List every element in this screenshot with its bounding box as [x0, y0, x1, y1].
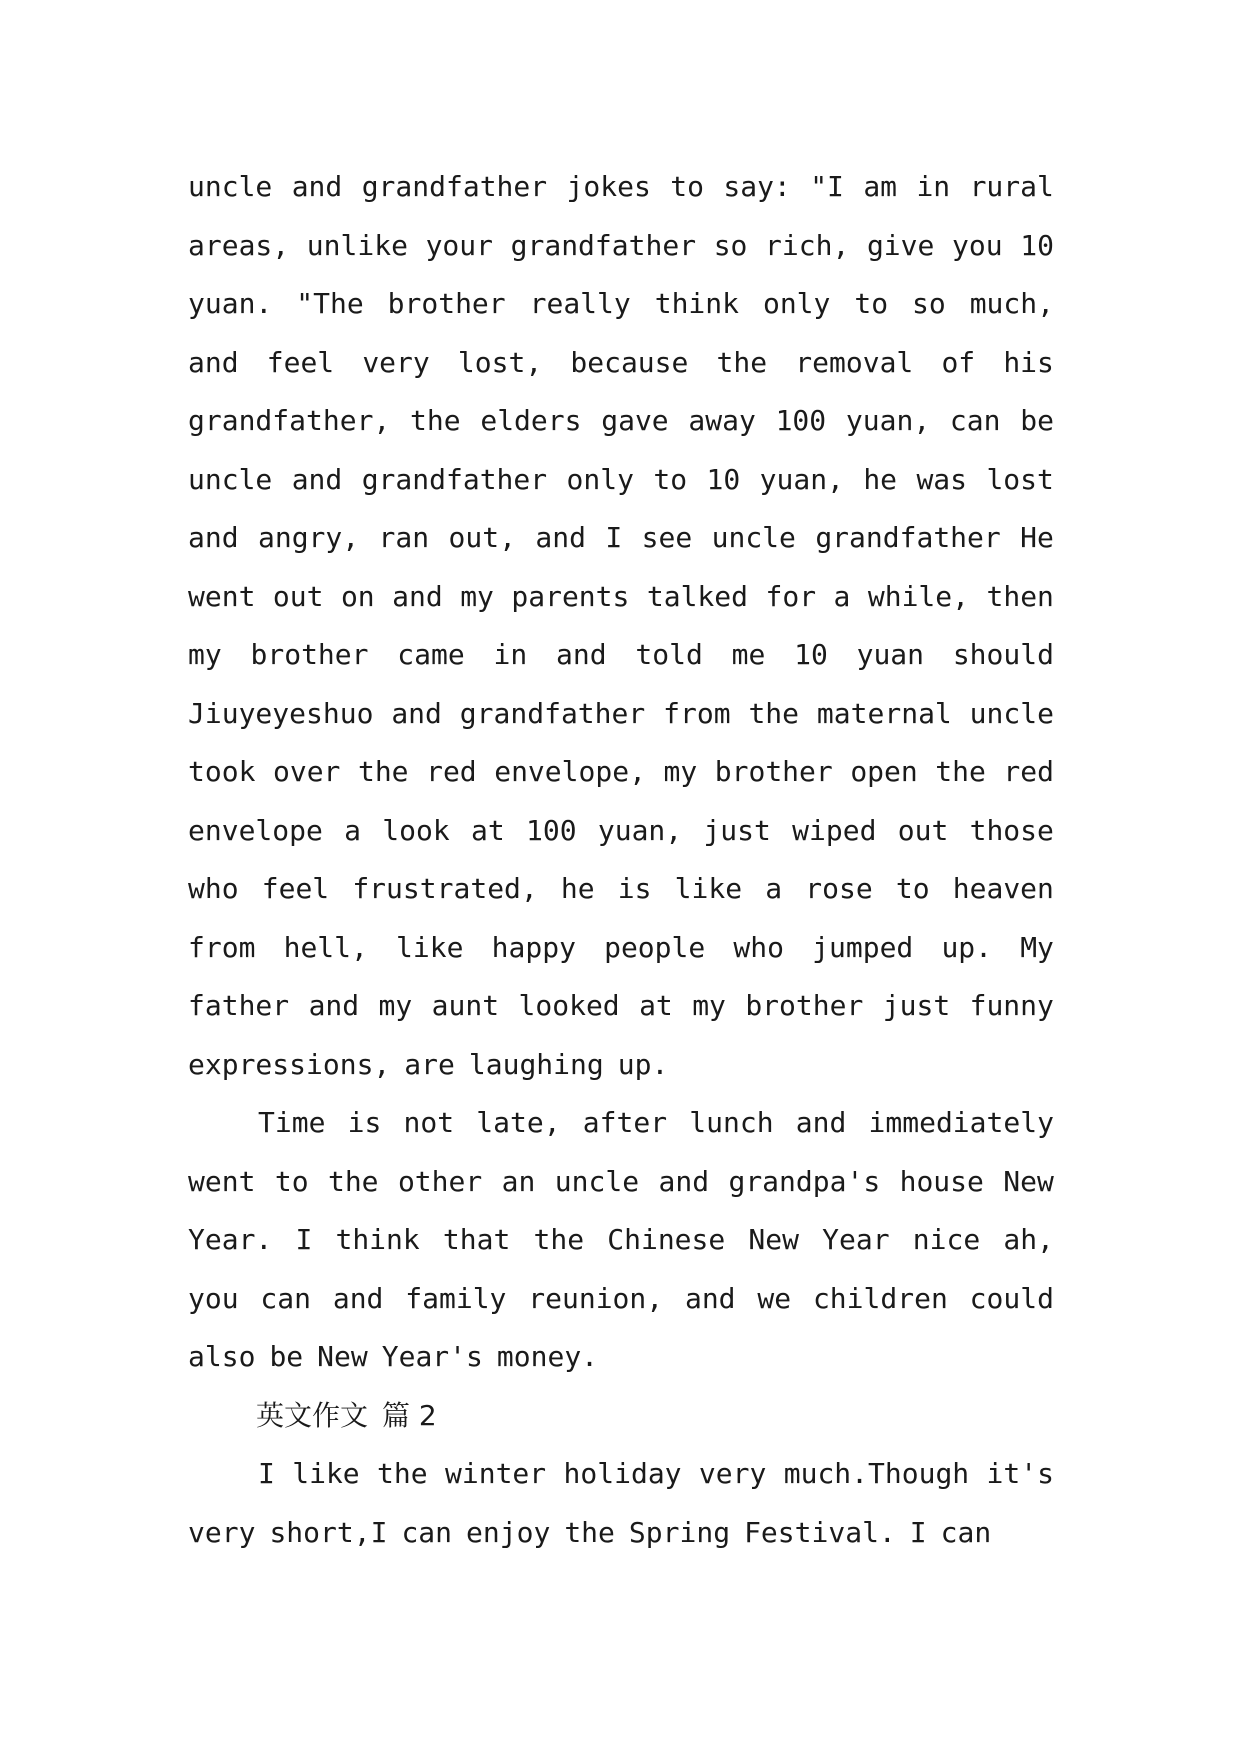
- word: people: [604, 930, 706, 964]
- text-line: [188, 802, 1054, 861]
- word: father: [188, 989, 290, 1022]
- word: my: [378, 989, 413, 1022]
- word: and: [658, 1164, 710, 1198]
- word: the: [564, 1515, 615, 1549]
- word: like: [396, 930, 464, 964]
- word: New: [748, 1223, 799, 1256]
- word: Festival.: [744, 1515, 896, 1549]
- word: we: [757, 1281, 792, 1315]
- word: really: [529, 287, 631, 320]
- word: happy: [491, 930, 576, 964]
- word: told: [635, 638, 703, 671]
- word: who: [188, 872, 239, 905]
- word: took: [188, 755, 256, 788]
- word: expressions,: [188, 1047, 391, 1081]
- text-line: [188, 977, 1054, 1036]
- text-line: [188, 1504, 1054, 1563]
- word: brother: [250, 638, 369, 671]
- word: brother: [714, 755, 833, 788]
- word: New: [1003, 1164, 1054, 1198]
- word: on: [340, 579, 375, 613]
- word: yuan,: [845, 404, 931, 437]
- word: the: [716, 345, 768, 379]
- word: grandfather,: [188, 404, 391, 437]
- word: and: [391, 696, 442, 730]
- word: and: [291, 462, 343, 496]
- word: I: [258, 1457, 275, 1490]
- word: uncle: [188, 462, 273, 496]
- word: from: [188, 930, 256, 964]
- word: Year's: [381, 1340, 483, 1373]
- text-line: [188, 1445, 1054, 1504]
- word: 100: [526, 813, 577, 847]
- word: rose: [805, 872, 873, 905]
- word: yuan,: [759, 462, 844, 496]
- word: lunch: [689, 1106, 774, 1139]
- text-line: [188, 626, 1054, 685]
- word: elders: [480, 404, 582, 437]
- word: money.: [496, 1340, 599, 1373]
- word: feel: [261, 872, 330, 905]
- word: to: [670, 170, 704, 203]
- word: came: [397, 638, 465, 671]
- word: winter: [445, 1457, 547, 1490]
- word: went: [188, 1164, 256, 1198]
- word: open: [850, 755, 918, 788]
- word: brother: [387, 287, 506, 320]
- word: grandfather: [361, 170, 548, 203]
- word: and: [308, 989, 360, 1022]
- word: other: [397, 1164, 483, 1198]
- word: lost: [986, 462, 1054, 496]
- word: he: [863, 462, 898, 496]
- word: and: [188, 345, 239, 379]
- word: after: [582, 1106, 668, 1139]
- word: my: [692, 989, 726, 1022]
- word: me: [731, 638, 766, 671]
- word: to: [895, 872, 930, 905]
- word: the: [410, 404, 461, 437]
- word: yuan: [856, 638, 925, 671]
- word: unlike: [306, 228, 408, 262]
- word: can: [260, 1281, 311, 1315]
- word: house: [899, 1164, 984, 1198]
- word: to: [854, 287, 889, 320]
- word: looked: [518, 989, 620, 1022]
- word: frustrated,: [352, 872, 538, 905]
- word: to: [653, 462, 688, 496]
- word: that: [442, 1223, 511, 1256]
- text-line: [188, 509, 1054, 568]
- word: while,: [867, 579, 970, 613]
- word: I: [605, 521, 623, 554]
- word: 10: [706, 462, 741, 496]
- word: children: [812, 1281, 948, 1315]
- word: He: [1020, 521, 1054, 554]
- word: be: [1020, 404, 1054, 437]
- word: holiday: [563, 1457, 682, 1490]
- word: rural: [969, 170, 1054, 203]
- word: parents: [511, 579, 630, 613]
- word: uncle: [711, 521, 796, 554]
- word: wiped: [792, 813, 877, 847]
- word: laughing: [468, 1047, 604, 1081]
- word: and: [556, 638, 607, 671]
- word: heaven: [952, 872, 1054, 905]
- section-heading: [188, 1387, 1054, 1446]
- text-line: [188, 158, 1054, 217]
- word: funny: [969, 989, 1054, 1022]
- word: angry,: [257, 521, 360, 554]
- word: he: [560, 872, 595, 905]
- word: the: [377, 1457, 428, 1490]
- word: like: [292, 1457, 360, 1490]
- word: removal: [795, 345, 914, 379]
- word: much,: [969, 287, 1054, 320]
- text-line: [188, 334, 1054, 393]
- word: red: [1003, 755, 1054, 788]
- word: the: [327, 1164, 379, 1198]
- word: uncle: [554, 1164, 640, 1198]
- word: only: [762, 287, 831, 320]
- text-line: [188, 1270, 1054, 1329]
- word: in: [493, 638, 528, 671]
- word: and: [795, 1106, 847, 1139]
- word: up.: [617, 1047, 669, 1081]
- word: went: [188, 579, 256, 613]
- word: reunion,: [528, 1281, 664, 1315]
- word: the: [357, 755, 409, 788]
- word: "The: [296, 287, 364, 320]
- word: give: [866, 228, 935, 262]
- word: Jiuyeyeshuo: [188, 696, 374, 730]
- text-line: [188, 1211, 1054, 1270]
- word: those: [969, 813, 1054, 847]
- word: aunt: [431, 989, 500, 1022]
- word: out: [897, 813, 949, 847]
- word: my: [663, 755, 698, 788]
- word: brother: [745, 989, 864, 1022]
- word: immediately: [868, 1106, 1054, 1139]
- word: who: [733, 930, 784, 964]
- word: much.Though: [783, 1457, 970, 1490]
- word: a: [344, 813, 361, 847]
- word: could: [969, 1281, 1054, 1315]
- text-line: [188, 1094, 1054, 1153]
- word: can: [949, 404, 1001, 437]
- word: envelope,: [494, 755, 646, 788]
- word: then: [986, 579, 1054, 613]
- word: and: [291, 170, 343, 203]
- word: grandpa's: [728, 1164, 881, 1198]
- word: family: [405, 1281, 507, 1315]
- word: feel: [266, 345, 335, 379]
- text-line: [188, 1328, 1054, 1387]
- word: is: [347, 1106, 382, 1139]
- word: am: [863, 170, 898, 203]
- word: uncle: [969, 696, 1054, 730]
- word: jokes: [566, 170, 651, 203]
- text-line: [188, 860, 1054, 919]
- word: an: [501, 1164, 536, 1198]
- word: because: [570, 345, 689, 379]
- word: uncle: [188, 170, 273, 203]
- word: your: [425, 228, 493, 262]
- word: I: [295, 1223, 313, 1256]
- word: New: [317, 1340, 368, 1373]
- word: not: [403, 1106, 455, 1139]
- text-line: [188, 1153, 1054, 1212]
- word: and: [684, 1281, 736, 1315]
- word: up.: [941, 930, 993, 964]
- text-line: [188, 919, 1054, 978]
- word: and: [535, 521, 586, 554]
- text-line: [188, 275, 1054, 334]
- word: so: [912, 287, 946, 320]
- word: ran: [378, 521, 430, 554]
- word: Time: [258, 1106, 326, 1139]
- word: very: [188, 1515, 256, 1549]
- word: jumped: [812, 930, 914, 964]
- word: grandfather: [361, 462, 548, 496]
- word: so: [713, 228, 748, 262]
- word: at: [639, 989, 673, 1022]
- word: only: [566, 462, 634, 496]
- word: are: [404, 1047, 455, 1081]
- word: maternal: [816, 696, 952, 730]
- word: enjoy: [466, 1515, 551, 1549]
- word: you: [952, 228, 1003, 262]
- word: out: [272, 579, 324, 613]
- word: Spring: [628, 1515, 731, 1549]
- word: grandfather: [459, 696, 646, 730]
- word: grandfather: [510, 228, 697, 262]
- word: see: [641, 521, 693, 554]
- word: over: [272, 755, 341, 788]
- word: 10: [794, 638, 828, 671]
- word: you: [188, 1281, 239, 1315]
- word: my: [460, 579, 494, 613]
- word: nice: [912, 1223, 981, 1256]
- word: for: [765, 579, 817, 613]
- word: also: [188, 1340, 256, 1373]
- paragraph-1: [188, 158, 1054, 1094]
- word: "I: [810, 170, 844, 203]
- word: lost,: [457, 345, 543, 379]
- word: just: [882, 989, 951, 1022]
- text-line: [188, 1036, 1054, 1095]
- word: look: [382, 813, 450, 847]
- word: My: [1020, 930, 1054, 964]
- word: rich,: [765, 228, 850, 262]
- word: away: [688, 404, 756, 437]
- word: say:: [723, 170, 791, 203]
- word: to: [274, 1164, 309, 1198]
- word: late,: [476, 1106, 561, 1139]
- word: out,: [448, 521, 516, 554]
- text-line: [188, 568, 1054, 627]
- word: short,I: [269, 1515, 388, 1549]
- word: a: [765, 872, 783, 905]
- word: at: [471, 813, 505, 847]
- word: think: [335, 1223, 420, 1256]
- text-line: [188, 743, 1054, 802]
- word: and: [392, 579, 443, 613]
- word: of: [941, 345, 976, 379]
- word: the: [935, 755, 986, 788]
- word: think: [654, 287, 740, 320]
- word: the: [533, 1223, 585, 1256]
- word: envelope: [188, 813, 323, 847]
- word: grandfather: [815, 521, 1001, 554]
- text-line: [188, 392, 1054, 451]
- word: 100: [775, 404, 827, 437]
- word: and: [188, 521, 239, 554]
- word: my: [188, 638, 222, 671]
- paragraph-3: [188, 1445, 1054, 1562]
- section-heading-title: 英文作文: [256, 1398, 369, 1432]
- paragraph-2: [188, 1094, 1054, 1387]
- word: from: [663, 696, 731, 730]
- word: talked: [646, 579, 749, 613]
- text-line: [188, 217, 1054, 276]
- word: can: [940, 1515, 992, 1549]
- word: it's: [986, 1457, 1054, 1490]
- word: was: [916, 462, 968, 496]
- word: be: [269, 1340, 304, 1373]
- word: areas,: [188, 228, 290, 262]
- text-line: [188, 451, 1054, 510]
- document-body: [188, 158, 1054, 1562]
- word: Year.: [188, 1223, 273, 1256]
- text-line: [188, 685, 1054, 744]
- word: is: [617, 872, 652, 905]
- word: gave: [601, 404, 669, 437]
- word: in: [916, 170, 951, 203]
- word: should: [952, 638, 1054, 671]
- word: I: [909, 1515, 927, 1549]
- word: a: [833, 579, 851, 613]
- word: very: [698, 1457, 767, 1490]
- word: can: [401, 1515, 453, 1549]
- word: yuan,: [597, 813, 683, 847]
- word: his: [1003, 345, 1054, 379]
- word: red: [426, 755, 477, 788]
- word: Year: [822, 1223, 890, 1256]
- word: 10: [1020, 228, 1054, 262]
- word: the: [748, 696, 800, 730]
- word: ah,: [1003, 1223, 1054, 1256]
- section-heading-label: 篇 2: [382, 1398, 437, 1432]
- word: just: [703, 813, 771, 847]
- word: very: [362, 345, 430, 379]
- word: yuan.: [188, 287, 273, 320]
- word: like: [674, 872, 743, 905]
- word: hell,: [283, 930, 368, 964]
- word: Chinese: [607, 1223, 726, 1256]
- word: and: [332, 1281, 384, 1315]
